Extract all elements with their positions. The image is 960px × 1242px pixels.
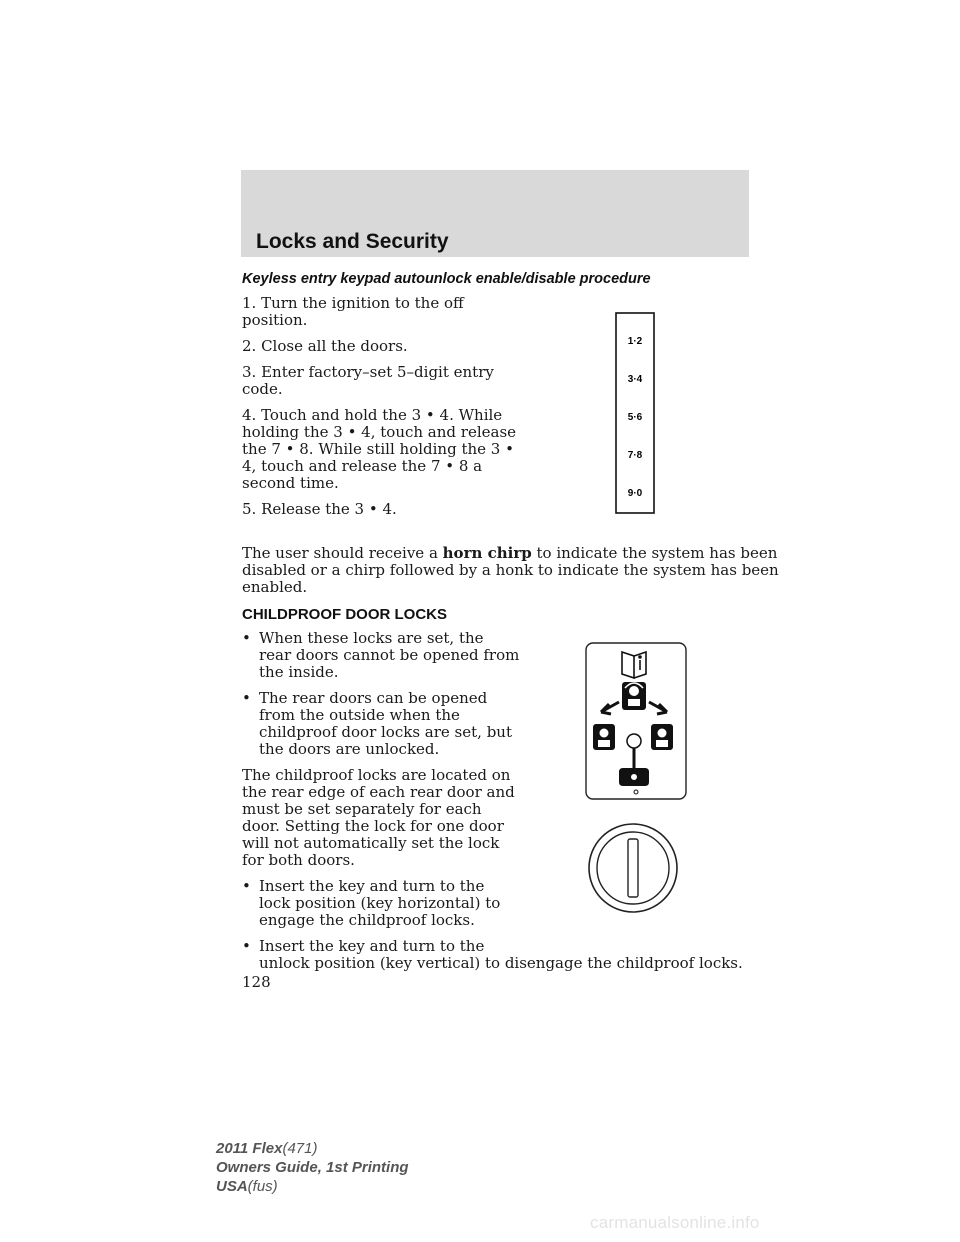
bullet-4-line-2: unlock position (key vertical) to disengage the childproof locks. [259, 954, 743, 972]
result-line-2: disabled or a chirp followed by a honk to indicate the system has been [242, 561, 779, 579]
childproof-lock-label-figure [585, 642, 687, 800]
step-1-line-1: 1. Turn the ignition to the off [242, 294, 464, 312]
step-4-line-2: holding the 3 • 4, touch and release [242, 423, 517, 441]
print-footer [216, 1139, 409, 1196]
bullet-2-symbol: • [242, 689, 251, 707]
step-4-line-5: second time. [242, 474, 339, 492]
keypad-figure [615, 312, 655, 514]
bullet-3-line-3: engage the childproof locks. [259, 911, 475, 929]
section-header-band [241, 170, 749, 257]
step-3-line-1: 3. Enter factory–set 5–digit entry [242, 363, 494, 381]
bullet-3-line-2: lock position (key horizontal) to [259, 894, 501, 912]
child-left-icon [593, 724, 615, 750]
para-line-5: will not automatically set the lock [242, 834, 500, 852]
bullet-4-line-1: Insert the key and turn to the [259, 937, 485, 955]
bullet-3-line-1: Insert the key and turn to the [259, 877, 485, 895]
para-line-4: door. Setting the lock for one door [242, 817, 504, 835]
step-3-line-2: code. [242, 380, 283, 398]
keypad-key-1-2: 1·2 [627, 336, 643, 347]
result-text-before: The user should receive a [242, 544, 443, 562]
bullet-3-symbol: • [242, 877, 251, 895]
page-number: 128 [242, 973, 271, 991]
keypad-key-9-0: 9·0 [627, 488, 643, 499]
bullet-1-line-1: When these locks are set, the [259, 629, 484, 647]
result-horn-chirp: horn chirp [442, 544, 532, 562]
footer-market: USA [216, 1178, 248, 1195]
procedure-subtitle: Keyless entry keypad autounlock enable/disable procedure [242, 271, 651, 287]
footer-model: 2011 Flex [216, 1140, 283, 1157]
step-2: 2. Close all the doors. [242, 337, 408, 355]
step-4-line-3: the 7 • 8. While still holding the 3 • [242, 440, 514, 458]
step-1-line-2: position. [242, 311, 308, 329]
para-line-3: must be set separately for each [242, 800, 482, 818]
footer-guide: Owners Guide, 1st Printing [216, 1159, 409, 1176]
childproof-heading: CHILDPROOF DOOR LOCKS [242, 606, 447, 623]
keypad-key-5-6: 5·6 [627, 412, 643, 423]
bullet-2-line-2: from the outside when the [259, 706, 460, 724]
step-5: 5. Release the 3 • 4. [242, 500, 397, 518]
key-slot-vertical [628, 839, 638, 897]
footer-line-3 [216, 1177, 409, 1196]
result-line-1 [242, 545, 777, 563]
keypad-key-3-4: 3·4 [627, 374, 643, 385]
page-title: Locks and Security [256, 230, 449, 253]
watermark: carmanualsonline.info [590, 1213, 760, 1232]
keypad-key-7-8: 7·8 [627, 450, 643, 461]
para-line-6: for both doors. [242, 851, 355, 869]
child-locked-center-icon [622, 682, 646, 710]
footer-market-code: (fus) [247, 1178, 278, 1195]
bullet-1-line-3: the inside. [259, 663, 339, 681]
bullet-1-symbol: • [242, 629, 251, 647]
bullet-2-line-4: the doors are unlocked. [259, 740, 440, 758]
footer-line-1 [216, 1139, 409, 1158]
bullet-2-line-3: childproof door locks are set, but [259, 723, 512, 741]
para-line-1: The childproof locks are located on [242, 766, 511, 784]
bullet-1-line-2: rear doors cannot be opened from [259, 646, 520, 664]
result-line-3: enabled. [242, 578, 308, 596]
bullet-4-symbol: • [242, 937, 251, 955]
child-right-icon [651, 724, 673, 750]
footer-line-2 [216, 1158, 409, 1177]
footer-code: (471) [282, 1140, 318, 1157]
para-line-2: the rear edge of each rear door and [242, 783, 515, 801]
bullet-2-line-1: The rear doors can be opened [259, 689, 488, 707]
step-4-line-1: 4. Touch and hold the 3 • 4. While [242, 406, 503, 424]
step-4-line-4: 4, touch and release the 7 • 8 a [242, 457, 483, 475]
result-text-after: to indicate the system has been [531, 544, 778, 562]
lock-cylinder-figure [587, 822, 679, 914]
